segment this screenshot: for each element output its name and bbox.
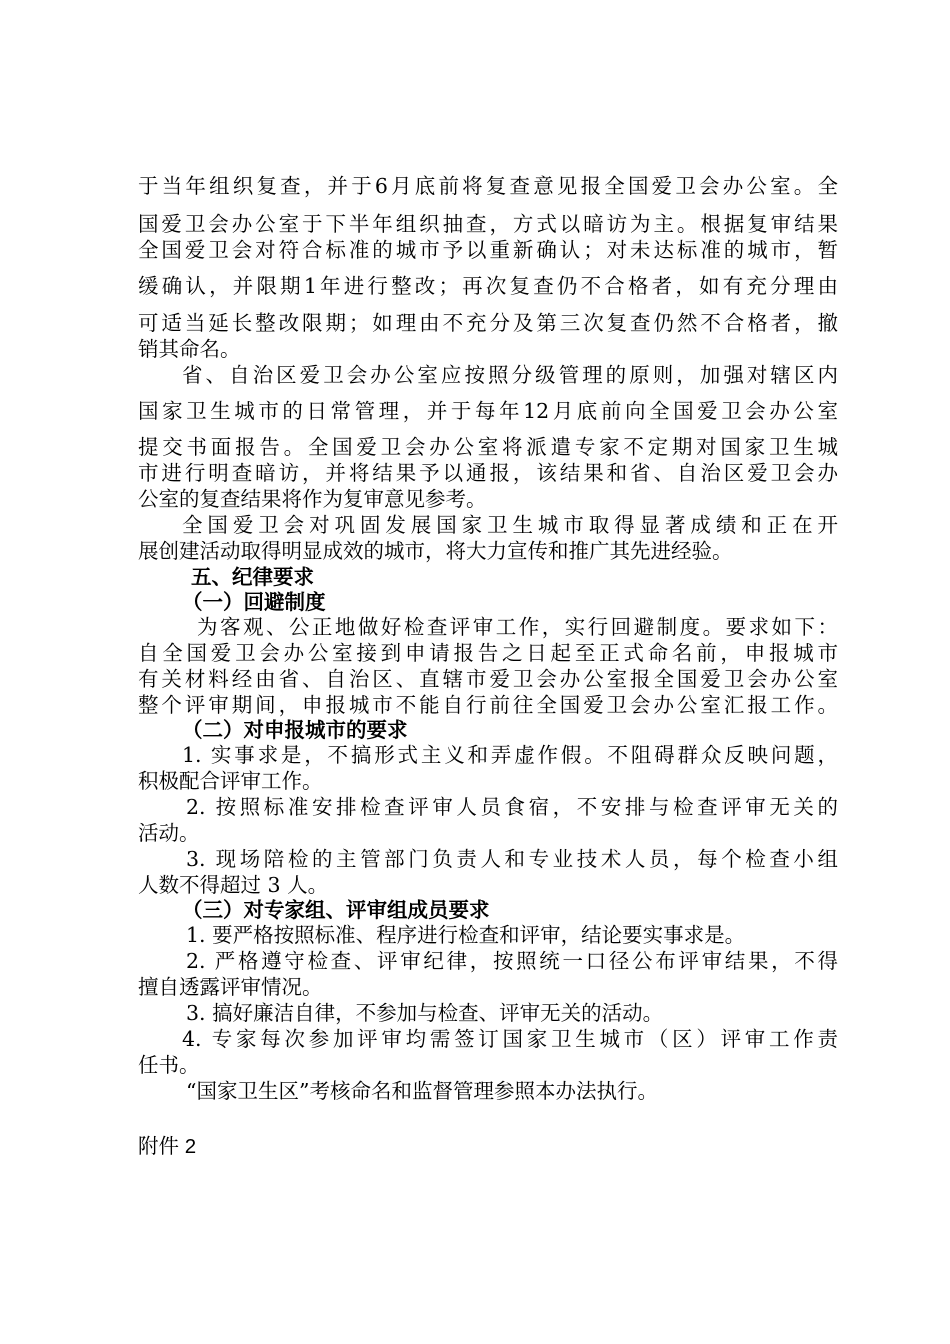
list-item: 3. 现场陪检的主管部门负责人和专业技术人员，每个检查小组	[186, 847, 838, 871]
section-heading: 五、纪律要求	[191, 565, 314, 589]
text-line: 活动。	[138, 821, 200, 845]
text-line: 有关材料经由省、自治区、直辖市爱卫会办公室报全国爱卫会办公室	[138, 667, 838, 691]
paragraph-start: 为客观、公正地做好检查评审工作，实行回避制度。要求如下：	[197, 615, 838, 639]
subsection-heading: （三）对专家组、评审组成员要求	[182, 898, 490, 922]
list-item: 2. 严格遵守检查、评审纪律，按照统一口径公布评审结果，不得	[186, 949, 838, 973]
text-line: 任书。	[138, 1053, 200, 1077]
text-line: 销其命名。	[138, 337, 241, 361]
list-item: 2. 按照标准安排检查评审人员食宿，不安排与检查评审无关的	[186, 795, 838, 819]
text-line: 可适当延长整改限期；如理由不充分及第三次复查仍然不合格者，撤	[138, 311, 838, 335]
list-item: 1. 要严格按照标准、程序进行检查和评审，结论要实事求是。	[186, 923, 746, 947]
text-line: 整个评审期间，申报城市不能自行前往全国爱卫会办公室汇报工作。	[138, 693, 838, 717]
text-line: 公室的复查结果将作为复审意见参考。	[138, 487, 487, 511]
text-line: 于当年组织复查，并于6月底前将复查意见报全国爱卫会办公室。全	[138, 174, 838, 198]
list-item: 3. 搞好廉洁自律，不参加与检查、评审无关的活动。	[186, 1001, 664, 1025]
text-line: 国家卫生城市的日常管理，并于每年12月底前向全国爱卫会办公室	[138, 399, 838, 423]
text-line: 国爱卫会办公室于下半年组织抽查，方式以暗访为主。根据复审结果	[138, 212, 838, 236]
text-line: 擅自透露评审情况。	[138, 975, 323, 999]
subsection-heading: （一）回避制度	[182, 590, 326, 614]
attachment-label: 附件 2	[138, 1135, 197, 1158]
list-item: 4. 专家每次参加评审均需签订国家卫生城市（区）评审工作责	[182, 1027, 838, 1051]
list-item: 1. 实事求是，不搞形式主义和弄虚作假。不阻碍群众反映问题，	[182, 743, 838, 767]
paragraph-start: 省、自治区爱卫会办公室应按照分级管理的原则，加强对辖区内	[182, 363, 838, 387]
text-line: “国家卫生区”考核命名和监督管理参照本办法执行。	[186, 1079, 658, 1103]
text-line: 展创建活动取得明显成效的城市，将大力宣传和推广其先进经验。	[138, 539, 733, 563]
text-line: 人数不得超过 3 人。	[138, 873, 329, 897]
paragraph-start: 全国爱卫会对巩固发展国家卫生城市取得显著成绩和正在开	[182, 513, 838, 537]
subsection-heading: （二）对申报城市的要求	[182, 718, 408, 742]
text-line: 市进行明查暗访，并将结果予以通报，该结果和省、自治区爱卫会办	[138, 461, 838, 485]
text-line: 提交书面报告。全国爱卫会办公室将派遣专家不定期对国家卫生城	[138, 435, 838, 459]
text-line: 缓确认，并限期1年进行整改；再次复查仍不合格者，如有充分理由	[138, 274, 838, 298]
text-line: 积极配合评审工作。	[138, 769, 323, 793]
text-line: 自全国爱卫会办公室接到申请报告之日起至正式命名前，申报城市	[138, 641, 838, 665]
text-line: 全国爱卫会对符合标准的城市予以重新确认；对未达标准的城市，暂	[138, 238, 838, 262]
